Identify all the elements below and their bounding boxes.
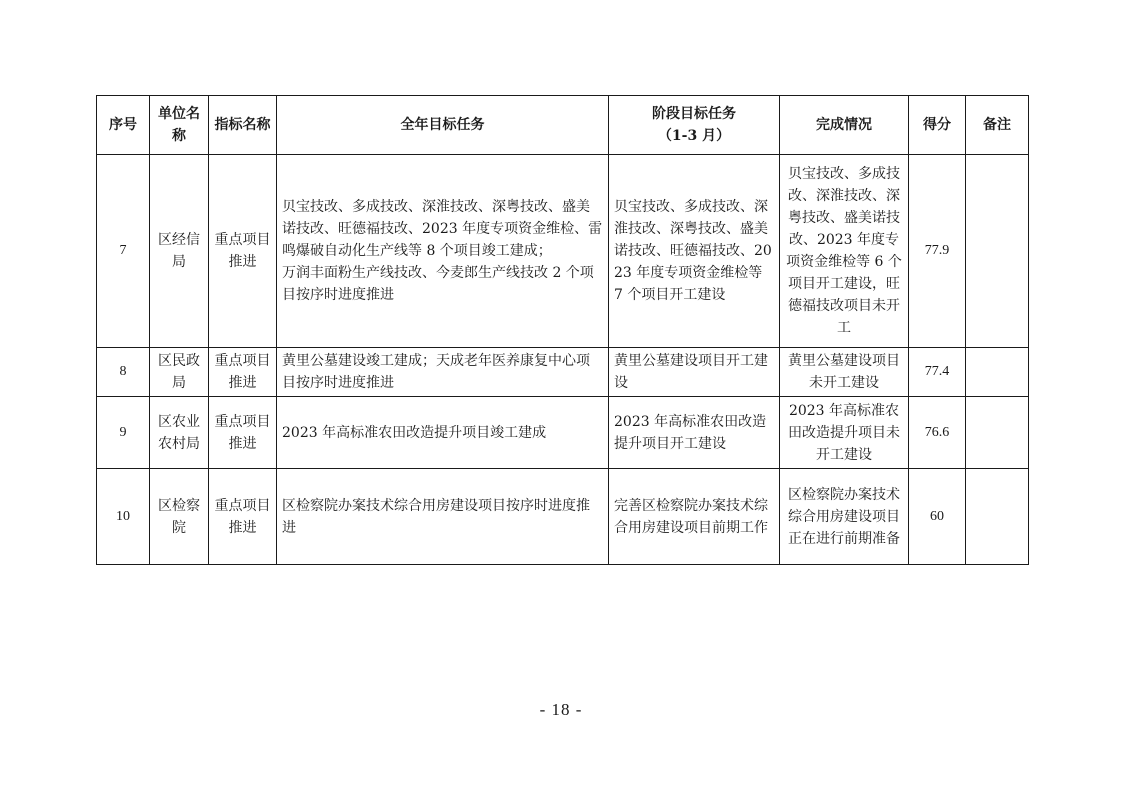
- row-status: 2023 年高标准农田改造提升项目未开工建设: [780, 397, 909, 469]
- header-stage-target-line1: 阶段目标任务: [652, 106, 736, 122]
- row-unit: 区民政局: [150, 348, 209, 397]
- page-number: - 18 -: [539, 700, 583, 719]
- row-stage-target: 2023 年高标准农田改造提升项目开工建设: [609, 397, 780, 469]
- row-score: 60: [909, 469, 966, 565]
- row-seq: 7: [97, 155, 150, 348]
- row-annual-target-part2: 万润丰面粉生产线技改、今麦郎生产线技改 2 个项目按序时进度推进: [282, 265, 594, 303]
- table-row: [97, 348, 1029, 397]
- header-score: 得分: [909, 96, 966, 155]
- header-stage-target: [609, 96, 780, 155]
- header-stage-target-line2: （1-3 月）: [657, 128, 731, 144]
- row-seq: 8: [97, 348, 150, 397]
- row-stage-target: 贝宝技改、多成技改、深淮技改、深粤技改、盛美诺技改、旺德福技改、2023 年度专项资金维检等 7 个项目开工建设: [609, 155, 780, 348]
- row-indicator: 重点项目推进: [209, 397, 277, 469]
- header-seq: 序号: [97, 96, 150, 155]
- row-status: 区检察院办案技术综合用房建设项目正在进行前期准备: [780, 469, 909, 565]
- row-indicator: 重点项目推进: [209, 155, 277, 348]
- header-annual-target: 全年目标任务: [277, 96, 609, 155]
- row-remarks: [966, 155, 1029, 348]
- row-score: 76.6: [909, 397, 966, 469]
- header-status: 完成情况: [780, 96, 909, 155]
- row-unit: 区经信局: [150, 155, 209, 348]
- row-indicator: 重点项目推进: [209, 348, 277, 397]
- row-annual-target: 区检察院办案技术综合用房建设项目按序时进度推进: [277, 469, 609, 565]
- header-remarks: 备注: [966, 96, 1029, 155]
- row-annual-target: 2023 年高标准农田改造提升项目竣工建成: [277, 397, 609, 469]
- row-seq: 9: [97, 397, 150, 469]
- row-score: 77.9: [909, 155, 966, 348]
- table-row: [97, 155, 1029, 348]
- table-row: [97, 469, 1029, 565]
- row-stage-target: 完善区检察院办案技术综合用房建设项目前期工作: [609, 469, 780, 565]
- row-remarks: [966, 397, 1029, 469]
- row-remarks: [966, 348, 1029, 397]
- table-header-row: [97, 96, 1029, 155]
- row-seq: 10: [97, 469, 150, 565]
- row-annual-target-part1: 贝宝技改、多成技改、深淮技改、深粤技改、盛美诺技改、旺德福技改、2023 年度专项资金维检、雷鸣爆破自动化生产线等 8 个项目竣工建成；: [282, 199, 603, 259]
- row-score: 77.4: [909, 348, 966, 397]
- header-indicator: 指标名称: [209, 96, 277, 155]
- row-stage-target: 黄里公墓建设项目开工建设: [609, 348, 780, 397]
- row-unit: 区检察院: [150, 469, 209, 565]
- row-status: 贝宝技改、多成技改、深淮技改、深粤技改、盛美诺技改、2023 年度专项资金维检等 6 个项目开工建设，旺德福技改项目未开工: [780, 155, 909, 348]
- row-status: 黄里公墓建设项目未开工建设: [780, 348, 909, 397]
- row-annual-target: 黄里公墓建设竣工建成；天成老年医养康复中心项目按序时进度推进: [277, 348, 609, 397]
- table-row: [97, 397, 1029, 469]
- row-remarks: [966, 469, 1029, 565]
- row-unit: 区农业农村局: [150, 397, 209, 469]
- row-indicator: 重点项目推进: [209, 469, 277, 565]
- assessment-table: [96, 95, 1029, 565]
- header-unit: 单位名称: [150, 96, 209, 155]
- row-annual-target: [277, 155, 609, 348]
